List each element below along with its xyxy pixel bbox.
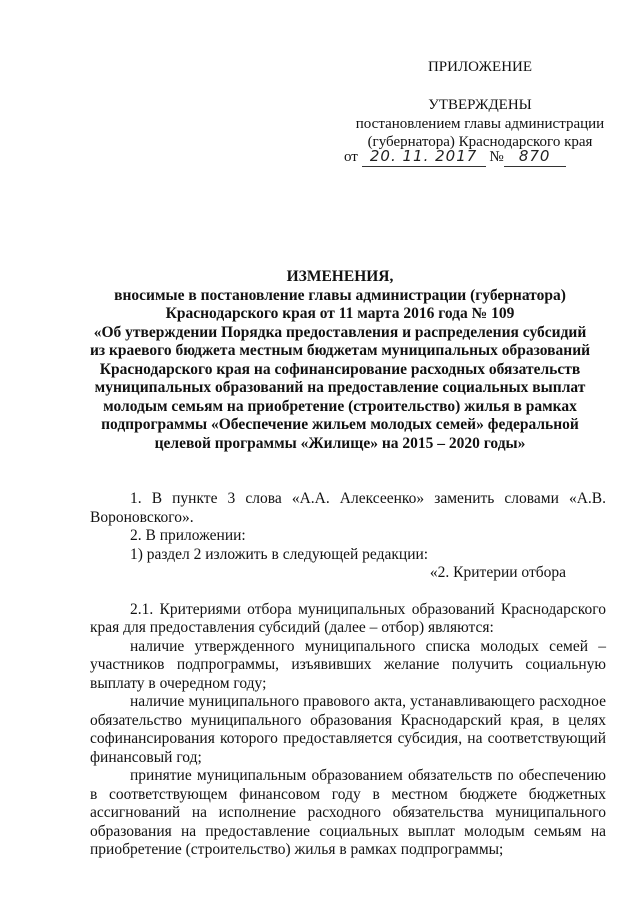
paragraph-3: 1) раздел 2 изложить в следующей редакции:: [130, 545, 429, 563]
title-line: «Об утверждении Порядка предоставления и распределения субсидий: [93, 323, 587, 341]
approved-by-line-1: постановлением главы администрации: [355, 116, 605, 132]
title-line: целевой программы «Жилище» на 2015 – 2020 годы»: [154, 434, 526, 452]
title-line: подпрограммы «Обеспечение жильем молодых семей» федеральной: [101, 416, 579, 433]
paragraph-2: 2. В приложении:: [130, 527, 246, 544]
section-heading: «2. Критерии отбора: [429, 564, 566, 581]
title-line: Краснодарского края на софинансирование расходных обязательств: [99, 360, 581, 378]
title-line: Краснодарского края от 11 марта 2016 года № 109: [165, 305, 515, 322]
criterion-3: принятие муниципальным образованием обязательств по обеспечению в соответствующем финансовом году в местном бюджете бюджетных ассигнований на исполнение расходного обязательства муниципального образования на предоставление социальных выплат молодым семьям на приобретение (строительство) жилья в рамках подпрограммы;: [90, 767, 606, 858]
handwritten-number: 870: [504, 146, 566, 167]
approved-label: УТВЕРЖДЕНЫ: [428, 97, 532, 113]
document-title: [60, 268, 620, 453]
date-number-line: [344, 146, 566, 167]
criterion-1: наличие утвержденного муниципального списка молодых семей – участников подпрограммы, изъявивших желание получить социальную выплату в очередном году;: [90, 637, 606, 692]
paragraph-1: 1. В пункте 3 слова «А.А. Алексеенко» заменить словами «А.В. Вороновского».: [90, 490, 606, 526]
document-body: [90, 490, 606, 860]
date-prefix: от: [344, 149, 358, 165]
number-sign: №: [489, 149, 504, 165]
title-line: молодым семьям на приобретение (строительство) жилья в рамках: [103, 397, 577, 415]
approved-by-line-2: (губернатора) Краснодарского края: [367, 134, 593, 150]
title-line: ИЗМЕНЕНИЯ,: [286, 268, 394, 285]
title-line: муниципальных образований на предоставление социальных выплат: [94, 379, 586, 396]
appendix-label: ПРИЛОЖЕНИЕ: [427, 59, 533, 75]
paragraph-2-1: 2.1. Критериями отбора муниципальных образований Краснодарского края для предоставления субсидий (далее – отбор) являются:: [90, 600, 606, 636]
criterion-2: наличие муниципального правового акта, устанавливающего расходное обязательство муниципального образования Краснодарский края, в целях софинансирования которого предоставляется субсидия, на соответствующий финансовый год;: [90, 693, 606, 766]
handwritten-date: 20. 11. 2017: [362, 146, 486, 167]
title-line: вносимые в постановление главы администрации (губернатора): [114, 286, 566, 304]
title-line: из краевого бюджета местным бюджетам муниципальных образований: [89, 342, 591, 359]
